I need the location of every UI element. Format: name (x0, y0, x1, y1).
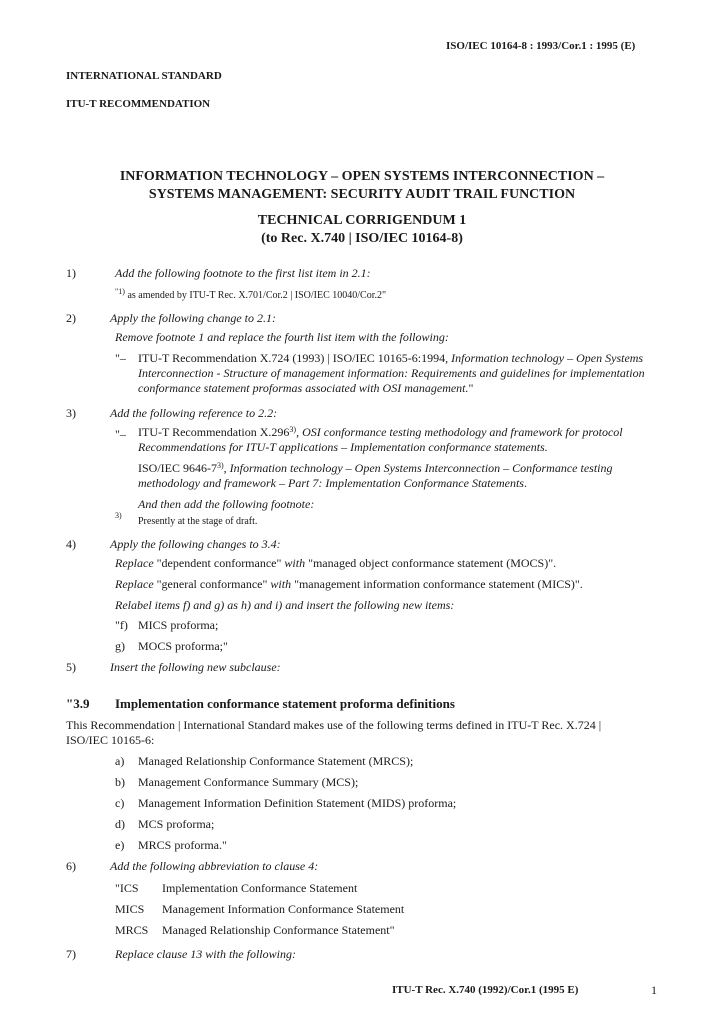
abbreviation-key: MICS (115, 902, 145, 916)
corrigendum-title: TECHNICAL CORRIGENDUM 1 (257, 213, 467, 228)
item-2-ref-line-3-quote: " (468, 381, 474, 395)
with-word: with (270, 577, 292, 591)
footnote-mark: "1) (115, 287, 125, 296)
title-line-1: INFORMATION TECHNOLOGY – OPEN SYSTEMS INTERCONNECTION – (119, 169, 605, 184)
footnote-mark-3: 3) (115, 511, 122, 520)
item-3-ref-comma: , (296, 425, 303, 439)
item-4-instruction: Apply the following changes to 3.4: (110, 537, 281, 551)
replace-new: "management information conformance statement (MICS)". (291, 577, 583, 591)
item-3-footnote-text: Presently at the stage of draft. (138, 516, 258, 527)
item-2-ref-italic: Information technology – Open Systems (451, 351, 644, 365)
section-paragraph-line-1: This Recommendation | International Standard makes use of the following terms defined in ITU-T Rec. X.724 | (66, 718, 602, 732)
item-2-instruction: Apply the following change to 2.1: (110, 311, 276, 325)
section-title: Implementation conformance statement proforma definitions (115, 696, 455, 711)
item-2-ref-plain: ITU-T Recommendation X.724 (1993) | ISO/IEC 10165-6:1994, (138, 351, 452, 365)
item-6-instruction: Add the following abbreviation to clause 4: (110, 859, 319, 873)
item-3-dash: "– (115, 427, 126, 441)
item-4-g-text: MOCS proforma;" (138, 639, 228, 653)
list-label: a) (115, 754, 125, 768)
item-3-footnote-mark (115, 512, 122, 527)
standard-type: INTERNATIONAL STANDARD (66, 70, 222, 82)
item-6-number: 6) (66, 859, 76, 873)
item-1-instruction: Add the following footnote to the first list item in 2.1: (115, 266, 371, 280)
footer-reference: ITU-T Rec. X.740 (1992)/Cor.1 (1995 E) (392, 984, 579, 996)
item-3-footnote-instruction: And then add the following footnote: (138, 497, 315, 511)
item-7-instruction: Replace clause 13 with the following: (115, 947, 296, 961)
with-word: with (284, 556, 306, 570)
item-1-number: 1) (66, 266, 76, 280)
item-2-ref-line-3-italic: conformance statement proformas associated with OSI management. (138, 381, 469, 395)
section-paragraph-line-2: ISO/IEC 10165-6: (66, 733, 155, 747)
item-4-number: 4) (66, 537, 76, 551)
item-5-number: 5) (66, 660, 76, 674)
section-number: "3.9 (66, 696, 90, 711)
list-item: Management Information Definition Statement (MIDS) proforma; (138, 796, 457, 810)
item-4-f-text: MICS proforma; (138, 618, 219, 632)
list-label: e) (115, 838, 125, 852)
item-4-replace-1 (115, 556, 556, 571)
item-3-ref-plain: ITU-T Recommendation X.296 (138, 425, 290, 439)
corrigendum-subtitle: (to Rec. X.740 | ISO/IEC 10164-8) (261, 231, 463, 246)
list-item: Managed Relationship Conformance Statement (MRCS); (138, 754, 414, 768)
footnote-text: as amended by ITU-T Rec. X.701/Cor.2 | ISO/IEC 10040/Cor.2" (124, 290, 387, 301)
item-4-g-label: g) (115, 639, 125, 653)
list-label: c) (115, 796, 125, 810)
abbreviation-value: Managed Relationship Conformance Statement" (162, 923, 395, 937)
replace-old: "dependent conformance" (153, 556, 285, 570)
document-reference: ISO/IEC 10164-8 : 1993/Cor.1 : 1995 (E) (446, 40, 636, 52)
item-2-ref-line-2: Interconnection - Structure of management information: Requirements and guidelines for implementation (138, 366, 645, 380)
item-3-ref2-plain: ISO/IEC 9646-7 (138, 461, 217, 475)
item-4-relabel: Relabel items f) and g) as h) and i) and insert the following new items: (115, 598, 455, 612)
list-label: b) (115, 775, 125, 789)
item-5-instruction: Insert the following new subclause: (110, 660, 281, 674)
replace-old: "general conformance" (153, 577, 271, 591)
item-1-footnote (115, 288, 386, 303)
item-2-ref-line-3 (138, 381, 473, 396)
list-item: Management Conformance Summary (MCS); (138, 775, 359, 789)
recommendation-type: ITU-T RECOMMENDATION (66, 98, 211, 110)
item-3-ref-italic: OSI conformance testing methodology and framework for protocol (302, 425, 623, 439)
replace-new: "managed object conformance statement (MOCS)". (305, 556, 557, 570)
item-3-ref2-line-2-italic: methodology and framework – Part 7: Implementation Conformance Statements (138, 476, 524, 490)
item-4-replace-2 (115, 577, 583, 592)
item-3-instruction: Add the following reference to 2.2: (110, 406, 278, 420)
abbreviation-key: "ICS (115, 881, 139, 895)
item-3-ref2-sup: 3) (217, 461, 224, 470)
item-2-subinstruction: Remove footnote 1 and replace the fourth list item with the following: (115, 330, 449, 344)
abbreviation-value: Implementation Conformance Statement (162, 881, 358, 895)
item-3-ref2-line-1 (138, 461, 613, 476)
item-3-ref-sup: 3) (289, 425, 297, 434)
item-3-ref2-comma: , (223, 461, 230, 475)
list-item: MRCS proforma." (138, 838, 227, 852)
item-3-ref-line-1 (138, 425, 623, 440)
item-4-f-label: "f) (115, 618, 128, 632)
item-2-ref-line-1 (138, 351, 658, 366)
item-3-ref2-line-2 (138, 476, 527, 491)
item-7-number: 7) (66, 947, 76, 961)
page-number: 1 (651, 983, 657, 997)
replace-word: Replace (115, 556, 154, 570)
abbreviation-key: MRCS (115, 923, 149, 937)
item-3-ref2-italic: Information technology – Open Systems Interconnection – Conformance testing (229, 461, 613, 475)
replace-word: Replace (115, 577, 154, 591)
item-2-number: 2) (66, 311, 76, 325)
item-3-number: 3) (66, 406, 76, 420)
item-3-ref-line-2: Recommendations for ITU-T applications – Implementation conformance statements. (138, 440, 548, 454)
title-line-2: SYSTEMS MANAGEMENT: SECURITY AUDIT TRAIL FUNCTION (148, 187, 576, 202)
abbreviation-value: Management Information Conformance Statement (162, 902, 405, 916)
list-item: MCS proforma; (138, 817, 215, 831)
item-2-dash: "– (115, 351, 126, 365)
list-label: d) (115, 817, 125, 831)
item-3-ref2-line-2-period: . (523, 476, 527, 490)
